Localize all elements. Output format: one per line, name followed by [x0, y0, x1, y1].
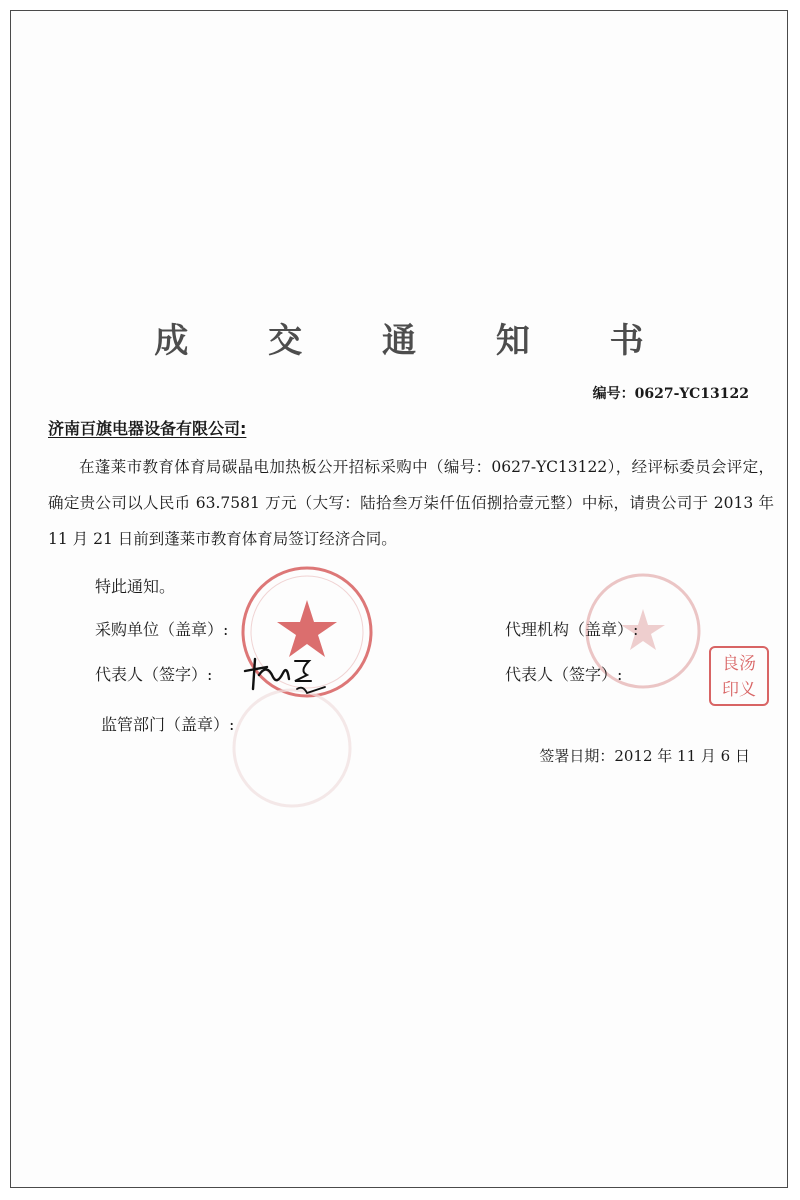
page-title: 成 交 通 知 书 [154, 321, 678, 361]
document-number: 编号：0627-YC13122 [592, 386, 749, 402]
agency-seal-label: 代理机构（盖章）: [505, 620, 639, 639]
handwritten-signature [237, 649, 333, 697]
square-seal-line-1: 良汤 [722, 654, 756, 674]
supervisor-seal-label: 监管部门（盖章）: [101, 715, 235, 734]
document-page [10, 10, 788, 1188]
agency-representative-label: 代表人（签字）: [505, 665, 623, 684]
supervisor-round-seal [223, 683, 361, 813]
notice-closing: 特此通知。 [95, 577, 176, 596]
recipient-company: 济南百旗电器设备有限公司: [48, 419, 247, 438]
signing-date: 签署日期：2012 年 11 月 6 日 [539, 747, 750, 765]
purchaser-representative-label: 代表人（签字）: [95, 665, 213, 684]
notice-body: 在蓬莱市教育体育局碳晶电加热板公开招标采购中（编号：0627-YC13122），经评标委员会评定，确定贵公司以人民币 63.7581 万元（大写：陆拾叁万柒仟伍佰捌拾壹元整）中标，请贵公司于 2013 年 11 月 21 日前到蓬莱市教育体育局签订经济合同。 [48, 458, 774, 548]
purchaser-seal-label: 采购单位（盖章）: [95, 620, 229, 639]
square-name-seal [709, 646, 769, 706]
square-seal-line-2: 印义 [722, 680, 756, 700]
